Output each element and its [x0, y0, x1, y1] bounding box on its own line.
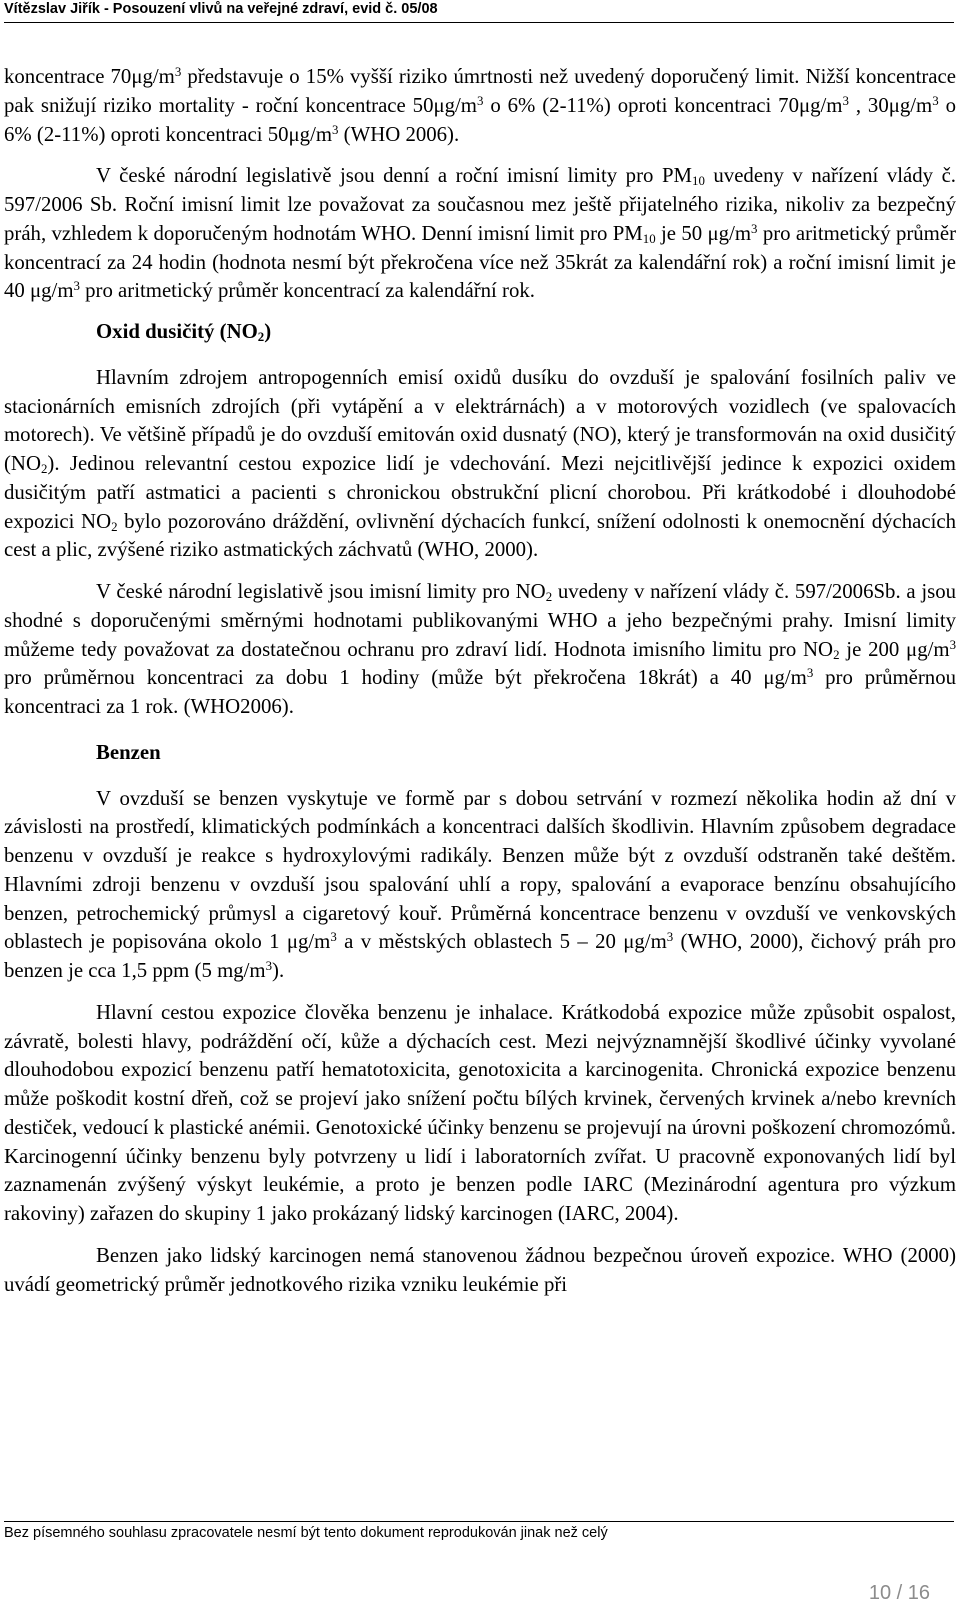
footer-divider: [4, 1521, 954, 1522]
page-number: 10 / 16: [868, 1582, 930, 1604]
paragraph-pm10-mortality: koncentrace $70\mu g/m^3$ představuje o 15% vyšší riziko úmrtnosti než uvedený doporučený limit. Nižší koncentrace pak snižují riziko mortality - roční koncentrace $50\mu g/m^3$ o 6% (2-11%) oproti koncentraci $70\mu g/m^3$ , $30\mu g/m^3$ o 6% (2-11%) oproti koncentraci $50\mu g/m^3$ (WHO 2006).: [4, 64, 957, 146]
paragraph-no2-legislation: V české národní legislativě jsou imisní limity pro $NO_2$ uvedeny v nařízení vlády č. 597/2006Sb. a jsou shodné s doporučenými směrnými hodnotami publikovanými WHO a jeho bezpečnými prahy. Imisní limity můžeme tedy považovat za dostatečnou ochranu pro zdraví lidí. Hodnota imisního limitu pro $NO_2$ je 200 $\mu g/m^3$ pro průměrnou koncentraci za dobu 1 hodiny (může být překročena 18krát) a 40 $\mu g/m^3$ pro průměrnou koncentraci za 1 rok. (WHO2006).: [4, 580, 956, 718]
page-body: [4, 63, 956, 1299]
paragraph-benzene-carcinogen: Benzen jako lidský karcinogen nemá stanovenou žádnou bezpečnou úroveň expozice. WHO (2000) uvádí geometrický průměr jednotkového rizika vzniku leukémie při: [4, 1243, 956, 1296]
heading-nitrogen-dioxide: Oxid dusičitý $(NO_2)$: [96, 320, 272, 345]
footer-notice: Bez písemného souhlasu zpracovatele nesmí být tento dokument reprodukován jinak než celý: [4, 1525, 608, 1541]
header-divider: [4, 22, 954, 23]
paragraph-benzene-exposure: Hlavní cestou expozice člověka benzenu je inhalace. Krátkodobá expozice může způsobit ospalost, závratě, bolesti hlavy, podráždění očí, kůže a dýchacích cest. Mezi nejvýznamnější škodlivé účinky vyvolané dlouhodobou expozicí benzenu patří hematotoxicita, genotoxicita a karcinogenita. Chronická expozice benzenu může poškodit kostní dřeň, což se projeví jako snížení počtu bílých krvinek, červených krvinek a/nebo krevních destiček, vedoucí k plastické anémii. Genotoxické účinky benzenu se projevují na úrovni poškození chromozómů. Karcinogenní účinky benzenu byly potvrzeny u lidí i laboratorních zvířat. U pracovně exponovaných lidí byl zaznamenán zvýšený výskyt leukémie, a proto je benzen podle IARC (Mezinárodní agentura pro výzkum rakoviny) zařazen do skupiny 1 jako prokázaný lidský karcinogen (IARC, 2004).: [4, 1000, 956, 1225]
paragraph-no2-sources: Hlavním zdrojem antropogenních emisí oxidů dusíku do ovzduší je spalování fosilních paliv ve stacionárních emisních zdrojích (při vytápění a v elektrárnách) a v motorových vozidlech (ve spalovacích motorech). Ve většině případů je do ovzduší emitován oxid dusnatý (NO), který je transformován na oxid dusičitý $(NO_2)$. Jedinou relevantní cestou expozice lidí je vdechování. Mezi nejcitlivější jedince k expozici oxidem dusičitým patří astmatici a pacienti s chronickou obstrukční plicní chorobou. Při krátkodobé i dlouhodobé expozici $NO_2$ bylo pozorováno dráždění, ovlivnění dýchacích funkcí, snížení odolnosti k onemocnění dýchacích cest a plic, zvýšené riziko astmatických záchvatů (WHO, 2000).: [4, 365, 956, 562]
paragraph-benzene-air: V ovzduší se benzen vyskytuje ve formě par s dobou setrvání v rozmezí několika hodin až dní v závislosti na prostředí, klimatických podmínkách a koncentraci dalších škodlivin. Hlavním způsobem degradace benzenu v ovzduší je reakce s hydroxylovými radikály. Benzen může být z ovzduší odstraněn také deštěm. Hlavními zdroji benzenu v ovzduší jsou spalování uhlí a ropy, spalování a evaporace benzínu obsahujícího benzen, petrochemický průmysl a cigaretový kouř. Průměrná koncentrace benzenu v ovzduší ve venkovských oblastech je popisována okolo 1 $\mu g/m^3$ a v městských oblastech 5 – 20 $\mu g/m^3$ (WHO, 2000), čichový práh pro benzen je cca 1,5 ppm (5 $mg/m^3$).: [4, 786, 957, 982]
running-header: Vítězslav Jiřík - Posouzení vlivů na veřejné zdraví, evid č. 05/08: [4, 1, 438, 17]
heading-benzene: Benzen: [96, 740, 161, 764]
paragraph-pm10-legislation: V české národní legislativě jsou denní a roční imisní limity pro $PM_{10}$ uvedeny v nařízení vlády č. 597/2006 Sb. Roční imisní limit lze považovat za současnou mez ještě přijatelného rizika, nikoliv za bezpečný práh, vzhledem k doporučeným hodnotám WHO. Denní imisní limit pro $PM_{10}$ je 50 $\mu g/m^3$ pro aritmetický průměr koncentrací za 24 hodin (hodnota nesmí být překročena více než 35krát za kalendářní rok) a roční imisní limit je 40 $\mu g/m^3$ pro aritmetický průměr koncentrací za kalendářní rok.: [4, 164, 956, 303]
